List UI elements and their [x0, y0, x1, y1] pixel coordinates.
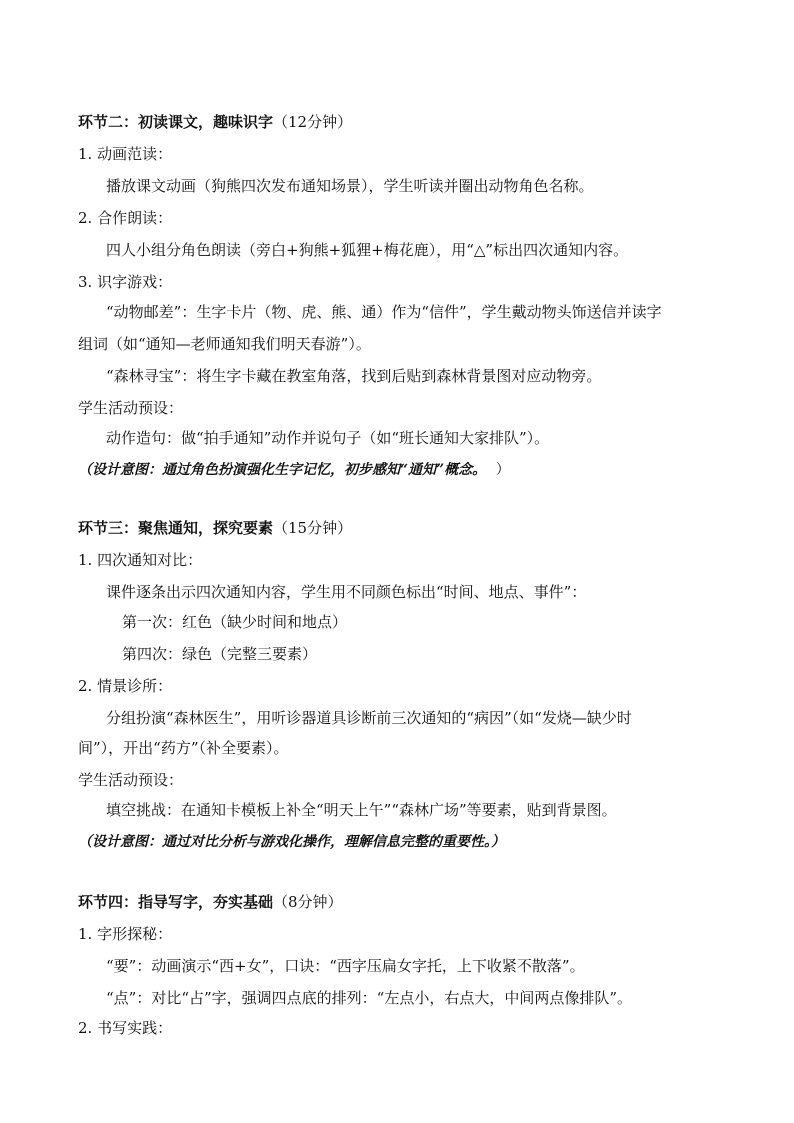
s2-item2-text: 四人小组分角色朗读（旁白+狗熊+狐狸+梅花鹿），用“△”标出四次通知内容。: [106, 241, 629, 259]
s3-item1-label: 1. 四次通知对比：: [78, 551, 203, 569]
s4-item2-label: 2. 书写实践：: [78, 1019, 173, 1037]
s3-preset-text: 填空挑战：在通知卡模板上补全“明天上午”“森林广场”等要素，贴到背景图。: [106, 801, 617, 819]
section-4-title: 环节四：指导写字，夯实基础: [78, 893, 274, 911]
s2-design-intent: [78, 460, 510, 480]
s2-design-text: （设计意图：通过角色扮演强化生字记忆，初步感知“通知”概念。: [78, 462, 487, 478]
s2-preset-text: 动作造句：做“拍手通知”动作并说句子（如“班长通知大家排队”）。: [106, 429, 550, 447]
s3-item1-text: 课件逐条出示四次通知内容，学生用不同颜色标出“时间、地点、事件”：: [106, 583, 587, 601]
section-4-heading: [78, 892, 343, 912]
section-3-time: （15分钟）: [273, 519, 353, 537]
section-2-title: 环节二：初读课文，趣味识字: [78, 113, 274, 131]
s2-design-close: ）: [495, 462, 510, 478]
section-4-time: （8分钟）: [273, 893, 343, 911]
s2-item3-text-a: “动物邮差”：生字卡片（物、虎、熊、通）作为“信件”，学生戴动物头饰送信并读字: [106, 303, 662, 321]
s2-item2-label: 2. 合作朗读：: [78, 209, 173, 227]
s4-item1-text-a: “要”：动画演示“西+女”，口诀：“西字压扁女字托，上下收紧不散落”。: [106, 957, 585, 975]
s2-item1-text: 播放课文动画（狗熊四次发布通知场景），学生听读并圈出动物角色名称。: [106, 177, 594, 195]
s4-item1-text-b: “点”：对比“占”字，强调四点底的排列：“左点小，右点大，中间两点像排队”。: [106, 989, 633, 1007]
s3-item2-text-b: 间”），开出“药方”（补全要素）。: [78, 739, 289, 757]
s3-design-intent: （设计意图：通过对比分析与游戏化操作，理解信息完整的重要性。）: [78, 834, 505, 850]
s3-item1-sub2: 第四次：绿色（完整三要素）: [122, 645, 318, 663]
section-3-title: 环节三：聚焦通知，探究要素: [78, 519, 274, 537]
section-2-heading: [78, 112, 352, 132]
s3-item1-sub1: 第一次：红色（缺少时间和地点）: [122, 613, 348, 631]
section-3-heading: [78, 518, 352, 538]
s3-item2-label: 2. 情景诊所：: [78, 677, 173, 695]
s4-item1-label: 1. 字形探秘：: [78, 925, 173, 943]
s2-preset-label: 学生活动预设：: [78, 399, 184, 417]
section-2-time: （12分钟）: [273, 113, 353, 131]
s3-item2-text-a: 分组扮演“森林医生”，用听诊器道具诊断前三次通知的“病因”（如“发烧—缺少时: [106, 709, 632, 727]
s2-item3-text-c: “森林寻宝”：将生字卡藏在教室角落，找到后贴到森林背景图对应动物旁。: [106, 367, 602, 385]
s3-preset-label: 学生活动预设：: [78, 771, 184, 789]
s2-item3-text-b: 组词（如“通知—老师通知我们明天春游”）。: [78, 335, 371, 353]
s2-item1-label: 1. 动画范读：: [78, 145, 173, 163]
s2-item3-label: 3. 识字游戏：: [78, 273, 173, 291]
